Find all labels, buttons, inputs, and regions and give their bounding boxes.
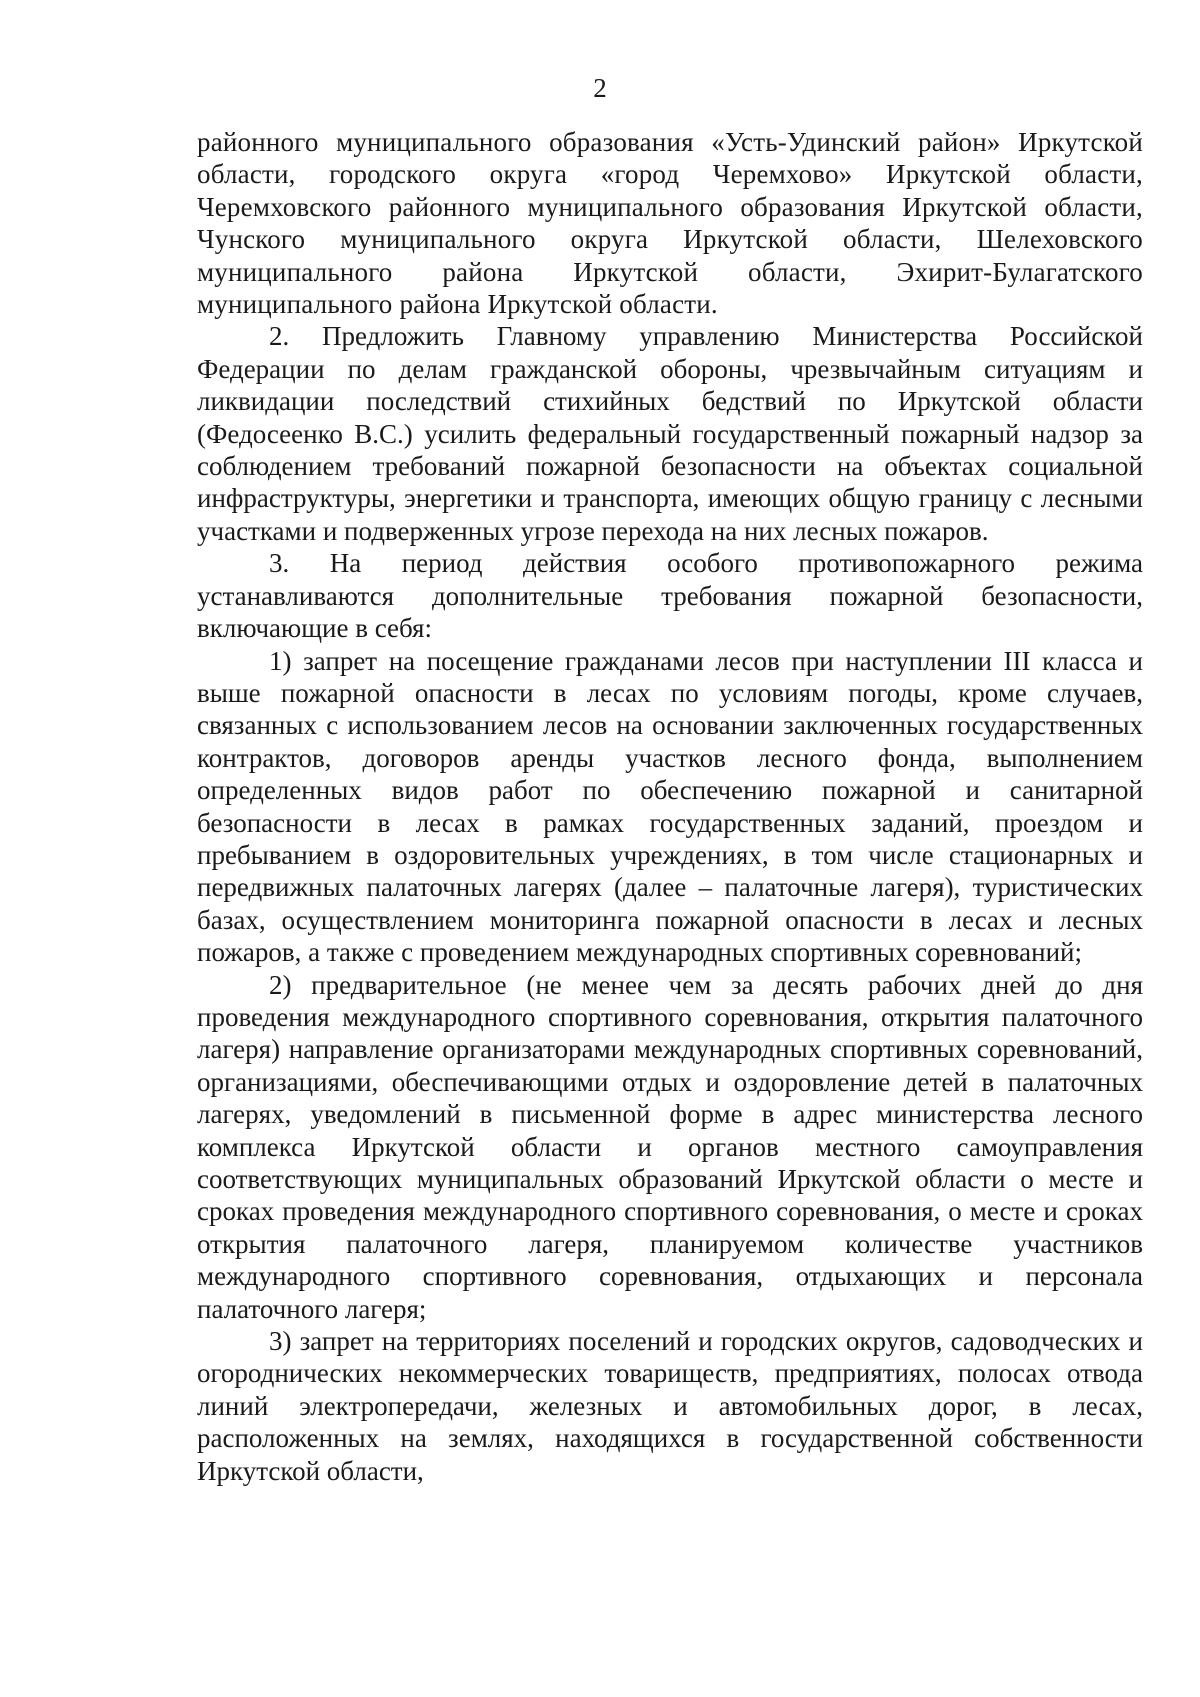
subparagraph-2: 2) предварительное (не менее чем за десять рабочих дней до дня проведения международного спортивного соревнования, открытия палаточного лагеря) направление организаторами международных спортивных соревнований, организациями, обеспечивающими отдых и оздоровление детей в палаточных лагерях, уведомлений в письменной форме в адрес министерства лесного комплекса Иркутской области и органов местного самоуправления соответствующих муниципальных образований Иркутской области о месте и сроках проведения международного спортивного соревнования, о месте и сроках открытия палаточного лагеря, планируемом количестве участников международного спортивного соревнования, отдыхающих и персонала палаточного лагеря; <box>197 969 1143 1324</box>
paragraph-item-2: 2. Предложить Главному управлению Министерства Российской Федерации по делам гражданской обороны, чрезвычайным ситуациям и ликвидации последствий стихийных бедствий по Иркутской области (Федосеенко В.С.) усилить федеральный государственный пожарный надзор за соблюдением требований пожарной безопасности на объектах социальной инфраструктуры, энергетики и транспорта, имеющих общую границу с лесными участками и подверженных угрозе перехода на них лесных пожаров. <box>197 321 1143 546</box>
paragraph-item-3: 3. На период действия особого противопожарного режима устанавливаются дополнительные требования пожарной безопасности, включающие в себя: <box>197 548 1143 644</box>
subparagraph-1: 1) запрет на посещение гражданами лесов при наступлении III класса и выше пожарной опасности в лесах по условиям погоды, кроме случаев, связанных с использованием лесов на основании заключенных государственных контрактов, договоров аренды участков лесного фонда, выполнением определенных видов работ по обеспечению пожарной и санитарной безопасности в лесах в рамках государственных заданий, проездом и пребыванием в оздоровительных учреждениях, в том числе стационарных и передвижных палаточных лагерях (далее – палаточные лагеря), туристических базах, осуществлением мониторинга пожарной опасности в лесах и лесных пожаров, а также с проведением международных спортивных соревнований; <box>197 645 1143 968</box>
paragraph-continuation: районного муниципального образования «Усть-Удинский район» Иркутской области, городского округа «город Черемхово» Иркутской области, Черемховского районного муниципального образования Иркутской области, Чунского муниципального округа Иркутской области, Шелеховского муниципального района Иркутской области, Эхирит-Булагатского муниципального района Иркутской области. <box>197 127 1143 320</box>
page-number: 2 <box>593 73 607 103</box>
subparagraph-3: 3) запрет на территориях поселений и городских округов, садоводческих и огороднических некоммерческих товариществ, предприятиях, полосах отвода линий электропередачи, железных и автомобильных дорог, в лесах, расположенных на землях, находящихся в государственной собственности Иркутской области, <box>197 1326 1143 1486</box>
document-body <box>197 126 1143 1487</box>
